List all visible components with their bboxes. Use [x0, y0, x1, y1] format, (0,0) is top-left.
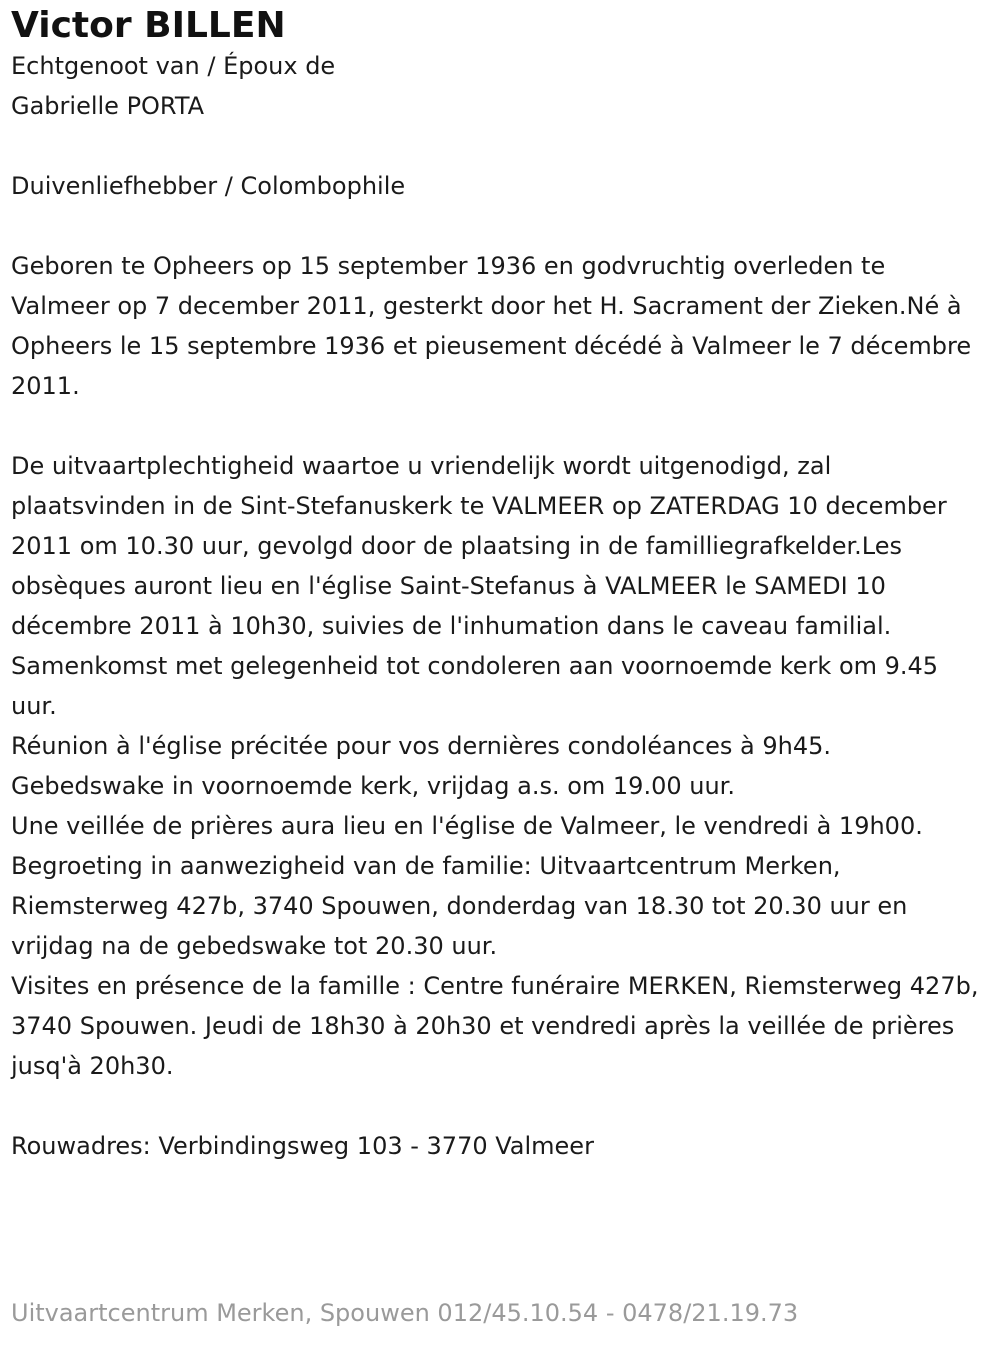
vigil-fr: Une veillée de prières aura lieu en l'église de Valmeer, le vendredi à 19h00.: [11, 812, 923, 840]
vigil-nl: Gebedswake in voornoemde kerk, vrijdag a.s. om 19.00 uur.: [11, 772, 735, 800]
hobby: Duivenliefhebber / Colombophile: [11, 172, 406, 200]
visit-fr: Visites en présence de la famille : Centre funéraire MERKEN, Riemsterweg 427b, 3740 Spouwen. Jeudi de 18h30 à 20h30 et vendredi après la veillée de prières jusq'à 20h30.: [11, 972, 979, 1080]
funeral-home-footer: Uitvaartcentrum Merken, Spouwen 012/45.10.54 - 0478/21.19.73: [11, 1299, 799, 1327]
spouse-name: Gabrielle PORTA: [11, 92, 205, 120]
gathering-fr: Réunion à l'église précitée pour vos dernières condoléances à 9h45.: [11, 732, 831, 760]
deceased-name: Victor BILLEN: [11, 5, 286, 46]
gathering-nl: Samenkomst met gelegenheid tot condoleren aan voornoemde kerk om 9.45 uur.: [11, 652, 939, 720]
visit-nl: Begroeting in aanwezigheid van de familie: Uitvaartcentrum Merken, Riemsterweg 427b, 3740 Spouwen, donderdag van 18.30 tot 20.30 uur en vrijdag na de gebedswake tot 20.30 uur.: [11, 852, 908, 960]
mourning-address: Rouwadres: Verbindingsweg 103 - 3770 Valmeer: [11, 1132, 594, 1160]
birth-death-text: Geboren te Opheers op 15 september 1936 en godvruchtig overleden te Valmeer op 7 december 2011, gesterkt door het H. Sacrament der Zieken.Né à Opheers le 15 septembre 1936 et pieusement décédé à Valmeer le 7 décembre 2011.: [11, 252, 972, 400]
spouse-block: [11, 46, 988, 126]
spouse-label: Echtgenoot van / Époux de: [11, 52, 336, 80]
funeral-details: [11, 446, 988, 1086]
ceremony-text: De uitvaartplechtigheid waartoe u vriendelijk wordt uitgenodigd, zal plaatsvinden in de Sint-Stefanuskerk te VALMEER op ZATERDAG 10 december 2011 om 10.30 uur, gevolgd door de plaatsing in de familliegrafkelder.Les obsèques auront lieu en l'église Saint-Stefanus à VALMEER le SAMEDI 10 décembre 2011 à 10h30, suivies de l'inhumation dans le caveau familial.: [11, 452, 947, 640]
